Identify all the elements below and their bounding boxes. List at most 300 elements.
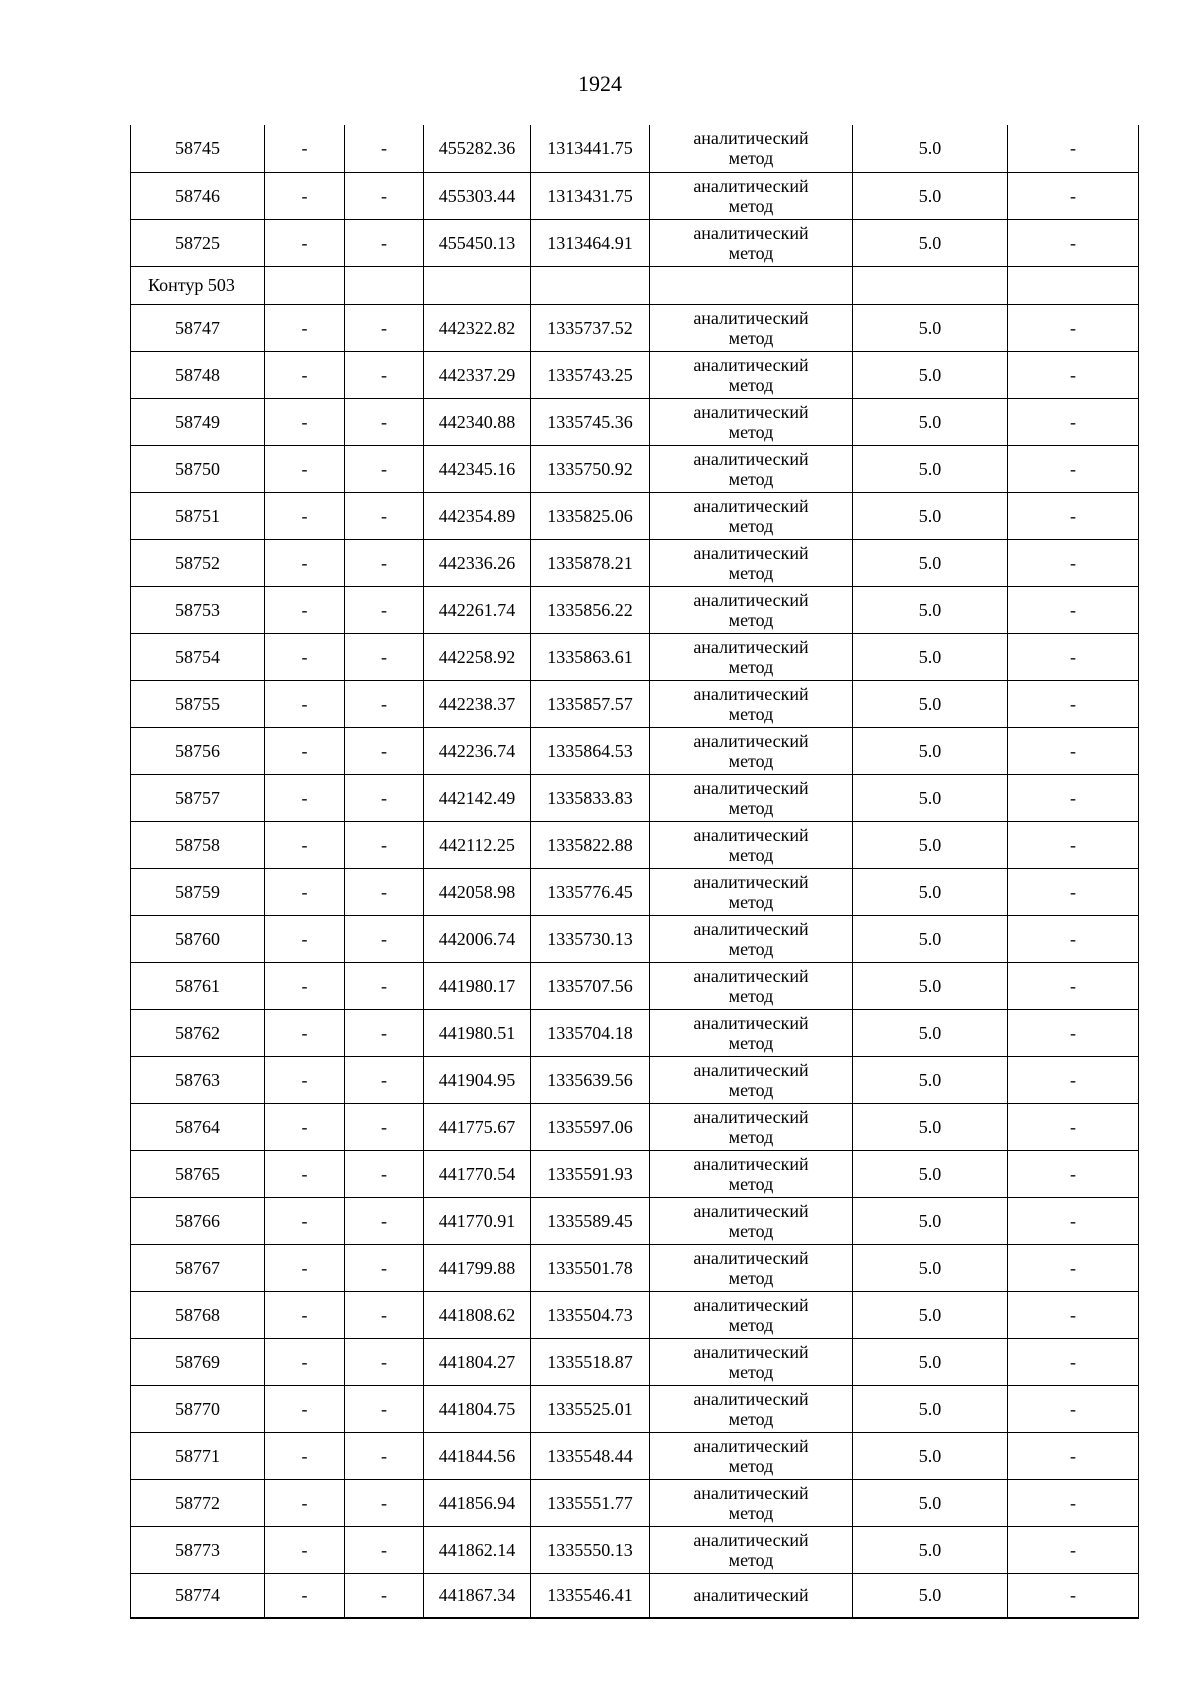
dash-cell: - [345, 172, 424, 219]
dash-cell: - [345, 1526, 424, 1573]
empty-cell [650, 266, 853, 304]
accuracy-cell: 5.0 [853, 1573, 1008, 1618]
dash-cell: - [345, 962, 424, 1009]
dash-cell: - [345, 821, 424, 868]
dash-cell: - [265, 1338, 345, 1385]
dash-cell: - [1008, 445, 1139, 492]
point-number-cell: 58750 [131, 445, 265, 492]
dash-cell: - [345, 1291, 424, 1338]
method-cell [650, 586, 853, 633]
dash-cell: - [345, 1244, 424, 1291]
x-coordinate-cell: 441770.91 [424, 1197, 531, 1244]
method-line-1: аналитический [693, 589, 809, 610]
method-line-1: аналитический [693, 1529, 809, 1550]
y-coordinate-cell: 1335639.56 [531, 1056, 650, 1103]
x-coordinate-cell: 441980.17 [424, 962, 531, 1009]
table-row [131, 1056, 1139, 1103]
dash-cell: - [265, 125, 345, 172]
method-line-1: аналитический [693, 636, 809, 657]
table-row [131, 680, 1139, 727]
method-line-1: аналитический [693, 175, 809, 196]
dash-cell: - [1008, 398, 1139, 445]
y-coordinate-cell: 1335776.45 [531, 868, 650, 915]
method-line-2: метод [728, 148, 774, 169]
dash-cell: - [265, 1385, 345, 1432]
point-number-cell: 58749 [131, 398, 265, 445]
y-coordinate-cell: 1335737.52 [531, 304, 650, 351]
x-coordinate-cell: 442058.98 [424, 868, 531, 915]
accuracy-cell: 5.0 [853, 1338, 1008, 1385]
y-coordinate-cell: 1335825.06 [531, 492, 650, 539]
dash-cell: - [345, 492, 424, 539]
point-number-cell: 58755 [131, 680, 265, 727]
point-number-cell: 58748 [131, 351, 265, 398]
method-line-1: аналитический [693, 222, 809, 243]
method-line-1: аналитический [693, 1059, 809, 1080]
x-coordinate-cell: 441770.54 [424, 1150, 531, 1197]
method-cell [650, 1150, 853, 1197]
accuracy-cell: 5.0 [853, 680, 1008, 727]
method-cell [650, 727, 853, 774]
dash-cell: - [1008, 1103, 1139, 1150]
dash-cell: - [1008, 962, 1139, 1009]
dash-cell: - [265, 219, 345, 266]
dash-cell: - [1008, 1197, 1139, 1244]
dash-cell: - [1008, 821, 1139, 868]
y-coordinate-cell: 1335743.25 [531, 351, 650, 398]
x-coordinate-cell: 442258.92 [424, 633, 531, 680]
method-line-1: аналитический [693, 1388, 809, 1409]
table-row [131, 1526, 1139, 1573]
method-line-2: метод [728, 656, 774, 677]
point-number-cell: 58753 [131, 586, 265, 633]
y-coordinate-cell: 1335750.92 [531, 445, 650, 492]
method-cell [650, 398, 853, 445]
y-coordinate-cell: 1335857.57 [531, 680, 650, 727]
accuracy-cell: 5.0 [853, 1291, 1008, 1338]
dash-cell: - [1008, 304, 1139, 351]
table-row [131, 1432, 1139, 1479]
y-coordinate-cell: 1335591.93 [531, 1150, 650, 1197]
dash-cell: - [1008, 1573, 1139, 1618]
dash-cell: - [345, 1479, 424, 1526]
table-row [131, 727, 1139, 774]
method-line-2: метод [728, 195, 774, 216]
dash-cell: - [1008, 915, 1139, 962]
x-coordinate-cell: 441862.14 [424, 1526, 531, 1573]
method-cell [650, 1479, 853, 1526]
accuracy-cell: 5.0 [853, 1479, 1008, 1526]
dash-cell: - [345, 727, 424, 774]
dash-cell: - [265, 1103, 345, 1150]
empty-cell [265, 266, 345, 304]
dash-cell: - [1008, 727, 1139, 774]
table-row [131, 1385, 1139, 1432]
x-coordinate-cell: 442322.82 [424, 304, 531, 351]
dash-cell: - [345, 125, 424, 172]
y-coordinate-cell: 1335550.13 [531, 1526, 650, 1573]
accuracy-cell: 5.0 [853, 868, 1008, 915]
x-coordinate-cell: 442006.74 [424, 915, 531, 962]
method-line-1: аналитический [693, 128, 809, 149]
section-title: Контур 503 [131, 266, 265, 304]
method-cell [650, 915, 853, 962]
table-row [131, 1338, 1139, 1385]
point-number-cell: 58769 [131, 1338, 265, 1385]
x-coordinate-cell: 441775.67 [424, 1103, 531, 1150]
point-number-cell: 58756 [131, 727, 265, 774]
accuracy-cell: 5.0 [853, 219, 1008, 266]
method-cell [650, 1009, 853, 1056]
x-coordinate-cell: 441904.95 [424, 1056, 531, 1103]
accuracy-cell: 5.0 [853, 821, 1008, 868]
method-line-2: метод [728, 1173, 774, 1194]
dash-cell: - [265, 868, 345, 915]
y-coordinate-cell: 1313441.75 [531, 125, 650, 172]
dash-cell: - [265, 445, 345, 492]
dash-cell: - [265, 539, 345, 586]
method-line-1: аналитический [693, 824, 809, 845]
page-number: 1924 [578, 71, 622, 96]
table-row [131, 351, 1139, 398]
dash-cell: - [1008, 1385, 1139, 1432]
dash-cell: - [1008, 868, 1139, 915]
dash-cell: - [265, 680, 345, 727]
dash-cell: - [345, 1103, 424, 1150]
x-coordinate-cell: 441808.62 [424, 1291, 531, 1338]
method-cell [650, 680, 853, 727]
point-number-cell: 58752 [131, 539, 265, 586]
method-cell [650, 1526, 853, 1573]
method-line-1: аналитический [693, 777, 809, 798]
table-row [131, 1244, 1139, 1291]
dash-cell: - [345, 398, 424, 445]
y-coordinate-cell: 1335518.87 [531, 1338, 650, 1385]
accuracy-cell: 5.0 [853, 586, 1008, 633]
dash-cell: - [345, 1056, 424, 1103]
method-line-1: аналитический [693, 448, 809, 469]
dash-cell: - [265, 1479, 345, 1526]
y-coordinate-cell: 1335525.01 [531, 1385, 650, 1432]
dash-cell: - [265, 1150, 345, 1197]
method-line-1: аналитический [693, 542, 809, 563]
method-line-2: метод [728, 327, 774, 348]
method-line-1: аналитический [693, 1012, 809, 1033]
method-cell [650, 1291, 853, 1338]
accuracy-cell: 5.0 [853, 125, 1008, 172]
x-coordinate-cell: 441799.88 [424, 1244, 531, 1291]
point-number-cell: 58746 [131, 172, 265, 219]
method-line-2: метод [728, 562, 774, 583]
x-coordinate-cell: 442238.37 [424, 680, 531, 727]
accuracy-cell: 5.0 [853, 398, 1008, 445]
dash-cell: - [345, 1338, 424, 1385]
dash-cell: - [265, 1197, 345, 1244]
accuracy-cell: 5.0 [853, 304, 1008, 351]
dash-cell: - [265, 1526, 345, 1573]
table-row [131, 1479, 1139, 1526]
point-number-cell: 58745 [131, 125, 265, 172]
method-cell [650, 539, 853, 586]
method-line-2: метод [728, 844, 774, 865]
x-coordinate-cell: 442261.74 [424, 586, 531, 633]
method-cell [650, 868, 853, 915]
dash-cell: - [265, 774, 345, 821]
method-line-1: аналитический [693, 401, 809, 422]
method-line-1: аналитический [693, 871, 809, 892]
table-row [131, 1573, 1139, 1618]
method-line-2: метод [728, 1502, 774, 1523]
y-coordinate-cell: 1313431.75 [531, 172, 650, 219]
accuracy-cell: 5.0 [853, 774, 1008, 821]
table-row [131, 304, 1139, 351]
dash-cell: - [1008, 680, 1139, 727]
table-row [131, 398, 1139, 445]
table-row [131, 172, 1139, 219]
accuracy-cell: 5.0 [853, 727, 1008, 774]
table-row [131, 915, 1139, 962]
method-cell [650, 633, 853, 680]
empty-cell [853, 266, 1008, 304]
table-row [131, 821, 1139, 868]
table-row [131, 492, 1139, 539]
x-coordinate-cell: 441856.94 [424, 1479, 531, 1526]
table-row [131, 868, 1139, 915]
method-line-1: аналитический [693, 1294, 809, 1315]
accuracy-cell: 5.0 [853, 1244, 1008, 1291]
accuracy-cell: 5.0 [853, 1056, 1008, 1103]
x-coordinate-cell: 442236.74 [424, 727, 531, 774]
method-line-2: метод [728, 609, 774, 630]
point-number-cell: 58773 [131, 1526, 265, 1573]
method-line-2: метод [728, 1549, 774, 1570]
dash-cell: - [265, 1573, 345, 1618]
method-line-2: метод [728, 703, 774, 724]
accuracy-cell: 5.0 [853, 172, 1008, 219]
table-row [131, 1103, 1139, 1150]
method-cell [650, 1385, 853, 1432]
coordinates-table [130, 125, 1139, 1619]
method-line-1: аналитический [693, 730, 809, 751]
dash-cell: - [1008, 1150, 1139, 1197]
y-coordinate-cell: 1335548.44 [531, 1432, 650, 1479]
method-line-2: метод [728, 421, 774, 442]
table-row [131, 586, 1139, 633]
dash-cell: - [345, 774, 424, 821]
accuracy-cell: 5.0 [853, 1150, 1008, 1197]
method-cell [650, 1432, 853, 1479]
point-number-cell: 58759 [131, 868, 265, 915]
method-line-1: аналитический [693, 1482, 809, 1503]
method-line-2: метод [728, 1455, 774, 1476]
method-line-1: аналитический [693, 307, 809, 328]
y-coordinate-cell: 1335707.56 [531, 962, 650, 1009]
dash-cell: - [345, 304, 424, 351]
x-coordinate-cell: 441804.27 [424, 1338, 531, 1385]
y-coordinate-cell: 1335504.73 [531, 1291, 650, 1338]
method-line-2: метод [728, 468, 774, 489]
x-coordinate-cell: 442354.89 [424, 492, 531, 539]
method-line-1: аналитический [693, 354, 809, 375]
dash-cell: - [1008, 351, 1139, 398]
accuracy-cell: 5.0 [853, 1197, 1008, 1244]
dash-cell: - [1008, 1009, 1139, 1056]
y-coordinate-cell: 1335745.36 [531, 398, 650, 445]
empty-cell [1008, 266, 1139, 304]
method-line-1: аналитический [693, 495, 809, 516]
point-number-cell: 58747 [131, 304, 265, 351]
point-number-cell: 58772 [131, 1479, 265, 1526]
method-line-1: аналитический [693, 1341, 809, 1362]
point-number-cell: 58751 [131, 492, 265, 539]
point-number-cell: 58754 [131, 633, 265, 680]
x-coordinate-cell: 455450.13 [424, 219, 531, 266]
point-number-cell: 58765 [131, 1150, 265, 1197]
point-number-cell: 58761 [131, 962, 265, 1009]
accuracy-cell: 5.0 [853, 1103, 1008, 1150]
method-line-2: метод [728, 985, 774, 1006]
method-line-2: метод [728, 1079, 774, 1100]
dash-cell: - [265, 633, 345, 680]
y-coordinate-cell: 1335546.41 [531, 1573, 650, 1618]
y-coordinate-cell: 1335501.78 [531, 1244, 650, 1291]
x-coordinate-cell: 441804.75 [424, 1385, 531, 1432]
dash-cell: - [345, 915, 424, 962]
table-row [131, 219, 1139, 266]
section-row [131, 266, 1139, 304]
dash-cell: - [345, 868, 424, 915]
empty-cell [345, 266, 424, 304]
empty-cell [531, 266, 650, 304]
x-coordinate-cell: 442336.26 [424, 539, 531, 586]
method-line-2: метод [728, 1220, 774, 1241]
x-coordinate-cell: 455282.36 [424, 125, 531, 172]
x-coordinate-cell: 442112.25 [424, 821, 531, 868]
y-coordinate-cell: 1335822.88 [531, 821, 650, 868]
table-row [131, 633, 1139, 680]
table-row [131, 1291, 1139, 1338]
method-cell [650, 962, 853, 1009]
dash-cell: - [1008, 633, 1139, 680]
accuracy-cell: 5.0 [853, 962, 1008, 1009]
point-number-cell: 58771 [131, 1432, 265, 1479]
dash-cell: - [265, 398, 345, 445]
table-row [131, 445, 1139, 492]
method-cell [650, 1197, 853, 1244]
dash-cell: - [345, 1009, 424, 1056]
dash-cell: - [345, 680, 424, 727]
y-coordinate-cell: 1335863.61 [531, 633, 650, 680]
method-line-2: метод [728, 938, 774, 959]
dash-cell: - [265, 586, 345, 633]
dash-cell: - [345, 219, 424, 266]
dash-cell: - [1008, 586, 1139, 633]
dash-cell: - [1008, 1056, 1139, 1103]
dash-cell: - [1008, 1338, 1139, 1385]
dash-cell: - [265, 1056, 345, 1103]
method-line-2: метод [728, 1408, 774, 1429]
method-line-2: метод [728, 1361, 774, 1382]
x-coordinate-cell: 441844.56 [424, 1432, 531, 1479]
dash-cell: - [345, 1432, 424, 1479]
dash-cell: - [265, 821, 345, 868]
y-coordinate-cell: 1335856.22 [531, 586, 650, 633]
dash-cell: - [1008, 1244, 1139, 1291]
dash-cell: - [345, 633, 424, 680]
accuracy-cell: 5.0 [853, 351, 1008, 398]
dash-cell: - [345, 539, 424, 586]
method-cell [650, 172, 853, 219]
x-coordinate-cell: 441867.34 [424, 1573, 531, 1618]
dash-cell: - [265, 1244, 345, 1291]
dash-cell: - [265, 915, 345, 962]
dash-cell: - [265, 1291, 345, 1338]
table-row [131, 1150, 1139, 1197]
method-line-1: аналитический [693, 1247, 809, 1268]
method-line-1: аналитический [693, 1153, 809, 1174]
dash-cell: - [1008, 1479, 1139, 1526]
coordinates-table-body [131, 125, 1139, 1618]
dash-cell: - [1008, 492, 1139, 539]
method-cell [650, 445, 853, 492]
dash-cell: - [345, 1385, 424, 1432]
method-cell [650, 125, 853, 172]
table-row [131, 125, 1139, 172]
method-line-2: метод [728, 891, 774, 912]
point-number-cell: 58768 [131, 1291, 265, 1338]
method-cell [650, 492, 853, 539]
method-line-1: аналитический [693, 1106, 809, 1127]
method-line-1: аналитический [693, 683, 809, 704]
method-line-2: метод [728, 1126, 774, 1147]
method-cell [650, 1573, 853, 1618]
y-coordinate-cell: 1335864.53 [531, 727, 650, 774]
dash-cell: - [1008, 172, 1139, 219]
method-line-1: аналитический [693, 1200, 809, 1221]
method-line-1: аналитический [693, 1585, 809, 1606]
point-number-cell: 58757 [131, 774, 265, 821]
method-cell [650, 774, 853, 821]
point-number-cell: 58766 [131, 1197, 265, 1244]
point-number-cell: 58764 [131, 1103, 265, 1150]
table-row [131, 962, 1139, 1009]
y-coordinate-cell: 1335730.13 [531, 915, 650, 962]
dash-cell: - [265, 727, 345, 774]
method-cell [650, 821, 853, 868]
empty-cell [424, 266, 531, 304]
dash-cell: - [265, 962, 345, 1009]
method-line-1: аналитический [693, 1435, 809, 1456]
x-coordinate-cell: 442337.29 [424, 351, 531, 398]
dash-cell: - [265, 1009, 345, 1056]
dash-cell: - [345, 1197, 424, 1244]
dash-cell: - [1008, 539, 1139, 586]
dash-cell: - [1008, 219, 1139, 266]
y-coordinate-cell: 1313464.91 [531, 219, 650, 266]
dash-cell: - [265, 351, 345, 398]
dash-cell: - [265, 172, 345, 219]
accuracy-cell: 5.0 [853, 539, 1008, 586]
point-number-cell: 58770 [131, 1385, 265, 1432]
method-line-2: метод [728, 1267, 774, 1288]
dash-cell: - [1008, 125, 1139, 172]
method-line-2: метод [728, 797, 774, 818]
point-number-cell: 58725 [131, 219, 265, 266]
dash-cell: - [345, 1150, 424, 1197]
x-coordinate-cell: 455303.44 [424, 172, 531, 219]
dash-cell: - [345, 586, 424, 633]
method-line-1: аналитический [693, 965, 809, 986]
